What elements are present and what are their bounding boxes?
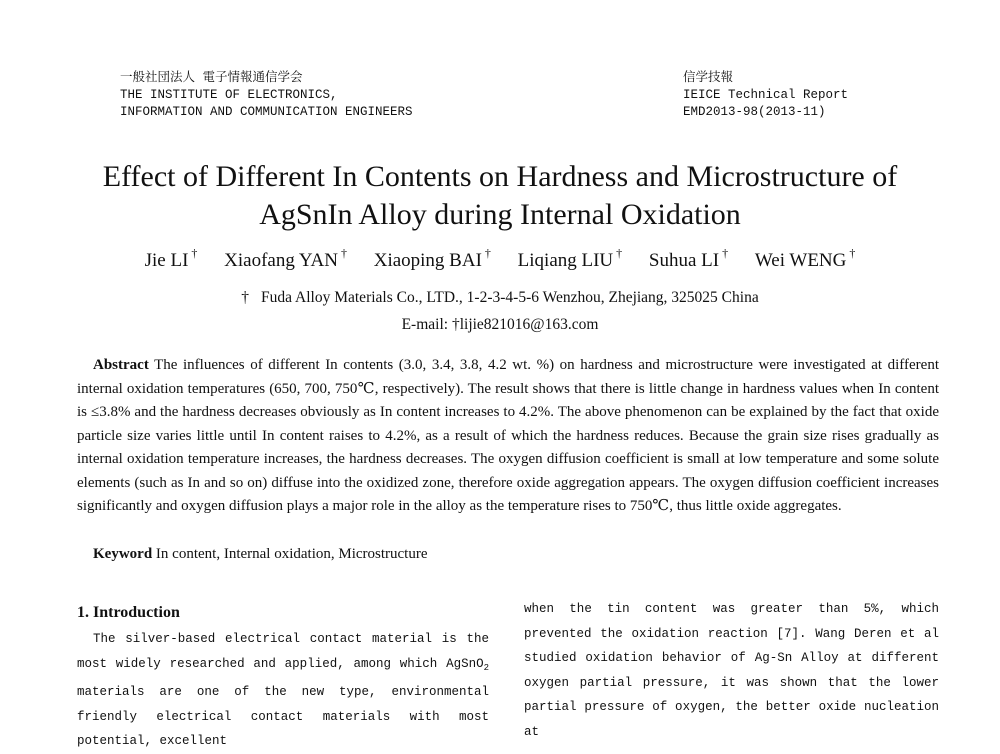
affiliation <box>0 289 1000 307</box>
report-type: IEICE Technical Report <box>683 88 849 102</box>
section-heading: 1. Introduction <box>77 604 180 621</box>
subscript: 2 <box>483 662 489 673</box>
contact-email: E-mail: †lijie821016@163.com <box>401 316 599 333</box>
abstract-text: The influences of different In contents (3.0, 3.4, 3.8, 4.2 wt. %) on hardness and microstructure were investigated at different internal oxidation temperatures (650, 700, 750℃, respectively). The result shows that there is little change in hardness values when In content is ≤3.8% and the hardness decreases obviously as In content increases to 4.2%. The above phenomenon can be explained by the fact that oxide particle size varies little until In content raises to 4.2%, as a result of which the hardness reduces. Because the grain size rises gradually as internal oxidation temperature increases, the hardness decreases. The oxygen diffusion coefficient is small at low temperature and some solute elements (such as In and so on) diffuse into the oxidized zone, therefore oxide aggregation appears. The oxygen diffusion coefficient increases significantly and oxygen diffusion plays a major role in the alloy as the temperature rises to 750℃, thus little oxide aggregates. <box>77 357 939 514</box>
keyword-label: Keyword <box>93 546 153 562</box>
report-number: EMD2013-98(2013-11) <box>683 105 826 119</box>
author-name: Jie LI <box>144 250 189 271</box>
author <box>649 246 728 272</box>
author-affiliation-mark: † <box>722 246 729 260</box>
author-name: Wei WENG <box>754 250 847 271</box>
report-header <box>683 70 848 121</box>
author <box>145 246 198 272</box>
right-column <box>524 597 939 744</box>
author-name: Xiaoping BAI <box>373 250 482 271</box>
left-column <box>77 604 489 754</box>
society-header <box>120 70 413 121</box>
author-name: Liqiang LIU <box>517 250 614 271</box>
title-line-2: AgSnIn Alloy during Internal Oxidation <box>259 198 741 231</box>
abstract <box>77 354 939 519</box>
author-affiliation-mark: † <box>191 246 198 260</box>
title-line-1: Effect of Different In Contents on Hardness and Microstructure of <box>102 160 898 193</box>
society-name-line1: THE INSTITUTE OF ELECTRONICS, <box>120 88 338 102</box>
abstract-label: Abstract <box>93 357 149 373</box>
author <box>224 246 347 272</box>
affiliation-mark: † <box>241 289 250 306</box>
author-list <box>0 246 1000 272</box>
author-name: Xiaofang YAN <box>224 250 338 271</box>
author-affiliation-mark: † <box>340 246 347 260</box>
intro-paragraph: The silver-based electrical contact material is the most widely researched and applied, among which AgSnO$_2$ materials are one of the new type, environmental friendly electrical contact materials with most potential, excellent <box>77 632 489 748</box>
author-affiliation-mark: † <box>849 246 856 260</box>
author-name: Suhua LI <box>648 250 720 271</box>
author <box>374 246 491 272</box>
society-name-line2: INFORMATION AND COMMUNICATION ENGINEERS <box>120 105 413 119</box>
report-type-japanese: 信学技報 <box>683 71 734 85</box>
right-column-paragraph: when the tin content was greater than 5%, which prevented the oxidation reaction [7]. Wang Deren et al studied oxidation behavior of Ag-Sn Alloy at different oxygen partial pressure, it was shown that the lower partial pressure of oxygen, the better oxide nucleation at <box>524 602 939 739</box>
paper-title <box>0 158 1000 234</box>
affiliation-text: Fuda Alloy Materials Co., LTD., 1-2-3-4-5-6 Wenzhou, Zhejiang, 325025 China <box>261 289 759 306</box>
author <box>755 246 856 272</box>
society-name-japanese: 一般社団法人 電子情報通信学会 <box>120 71 303 85</box>
author-affiliation-mark: † <box>484 246 491 260</box>
keyword-text: In content, Internal oxidation, Microstructure <box>155 546 428 562</box>
author-affiliation-mark: † <box>616 246 623 260</box>
author <box>518 246 623 272</box>
keywords <box>93 546 428 563</box>
